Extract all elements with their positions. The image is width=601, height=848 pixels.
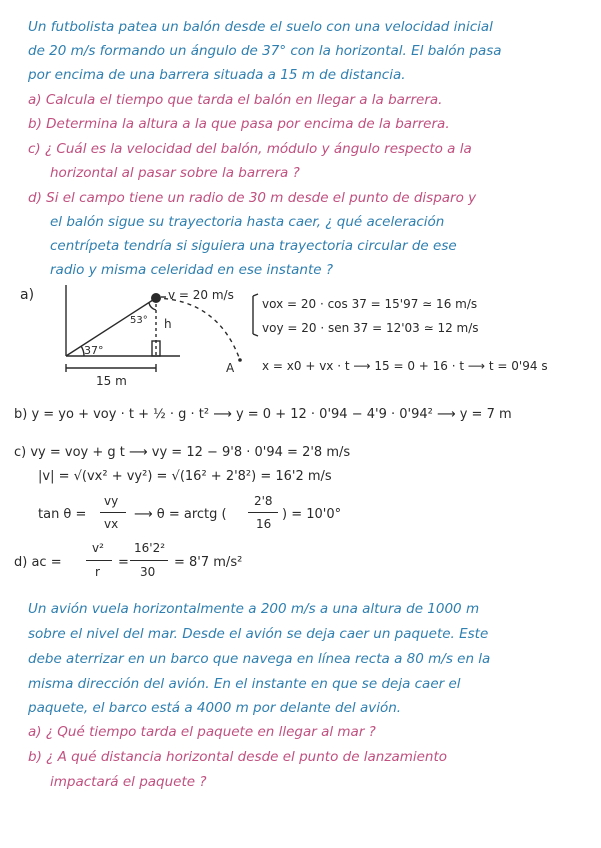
solution-b-line: b) y = yo + voy · t + ½ · g · t² ⟶ y = 0 + 12 · 0'94 − 4'9 · 0'94² ⟶ y = 7 m [14, 407, 512, 422]
angle-base-label: 37° [84, 344, 104, 357]
tan-left: tan θ = [38, 507, 87, 522]
ac-denominator: r [95, 565, 100, 579]
question-b: b) Determina la altura a la que pasa por encima de la barrera. [28, 116, 450, 132]
tan-numerator: vy [104, 494, 119, 508]
ac-left: d) ac = [14, 555, 62, 570]
problem2-question-a: a) ¿ Qué tiempo tarda el paquete en llegar al mar ? [28, 724, 376, 740]
ac-numerator-2: 16'2² [134, 541, 166, 555]
velocity-label: v = 20 m/s [168, 288, 234, 302]
problem1-line-2: de 20 m/s formando un ángulo de 37° con la horizontal. El balón pasa [28, 43, 502, 59]
ac-result: = 8'7 m/s² [174, 555, 243, 570]
question-d-2: el balón sigue su trayectoria hasta caer, ¿ qué aceleración [50, 214, 445, 230]
problem2-line-3: debe aterrizar en un barco que navega en línea recta a 80 m/s en la [28, 651, 491, 667]
problem1-line-3: por encima de una barrera situada a 15 m de distancia. [28, 67, 406, 83]
frac-denominator: 16 [256, 517, 272, 531]
problem2-line-5: paquete, el barco está a 4000 m por delante del avión. [28, 700, 402, 716]
question-d-1: d) Si el campo tiene un radio de 30 m desde el punto de disparo y [28, 190, 477, 206]
problem2-question-b-cont: impactará el paquete ? [50, 774, 207, 790]
ac-denominator-2: 30 [140, 565, 156, 579]
ac-numerator: v² [92, 541, 104, 555]
tan-mid: ⟶ θ = arctg ( [134, 507, 227, 522]
arctg-fraction-bar [248, 512, 278, 513]
ac-fraction-bar [86, 560, 112, 561]
question-d-3: centrípeta tendría si siguiera una trayectoria circular de ese [50, 238, 457, 254]
distance-label: 15 m [96, 374, 127, 388]
problem2-line-1: Un avión vuela horizontalmente a 200 m/s a una altura de 1000 m [28, 601, 480, 617]
solution-c-line1: c) vy = voy + g t ⟶ vy = 12 − 9'8 · 0'94 = 2'8 m/s [14, 445, 351, 460]
question-d-4: radio y misma celeridad en ese instante ? [50, 262, 334, 278]
landing-point [238, 358, 242, 362]
brace-top [253, 294, 258, 296]
problem2-question-b: b) ¿ A qué distancia horizontal desde el punto de lanzamiento [28, 749, 448, 765]
question-c: c) ¿ Cuál es la velocidad del balón, módulo y ángulo respecto a la [28, 141, 472, 157]
angle-top-label: 53° [130, 315, 148, 326]
solution-a-label: a) [20, 287, 35, 303]
ac-equals: = [118, 555, 129, 570]
tan-fraction-bar [100, 512, 126, 513]
tan-right: ) = 10'0° [282, 507, 342, 522]
question-c-cont: horizontal al pasar sobre la barrera ? [50, 165, 300, 181]
voy-equation: voy = 20 · sen 37 = 12'03 ≃ 12 m/s [262, 321, 479, 335]
frac-numerator: 2'8 [254, 494, 273, 508]
ac-fraction-bar-2 [130, 560, 168, 561]
point-a-label: A [226, 361, 235, 375]
problem1-line-1: Un futbolista patea un balón desde el suelo con una velocidad inicial [28, 19, 493, 35]
angle-arc-top [149, 303, 156, 310]
ball [151, 293, 161, 303]
problem2-line-2: sobre el nivel del mar. Desde el avión se deja caer un paquete. Este [28, 626, 489, 642]
brace-bottom [253, 334, 258, 336]
launch-vector [66, 298, 156, 356]
height-label: h [164, 317, 172, 331]
problem2-line-4: misma dirección del avión. En el instante en que se deja caer el [28, 676, 461, 692]
vox-equation: vox = 20 · cos 37 = 15'97 ≃ 16 m/s [262, 297, 478, 311]
question-a: a) Calcula el tiempo que tarda el balón en llegar a la barrera. [28, 92, 443, 108]
x-equation: x = x0 + vx · t ⟶ 15 = 0 + 16 · t ⟶ t = 0'94 s [262, 359, 548, 373]
tan-denominator: vx [104, 517, 119, 531]
solution-c-line2: |v| = √(vx² + vy²) = √(16² + 2'8²) = 16'2 m/s [38, 469, 332, 484]
